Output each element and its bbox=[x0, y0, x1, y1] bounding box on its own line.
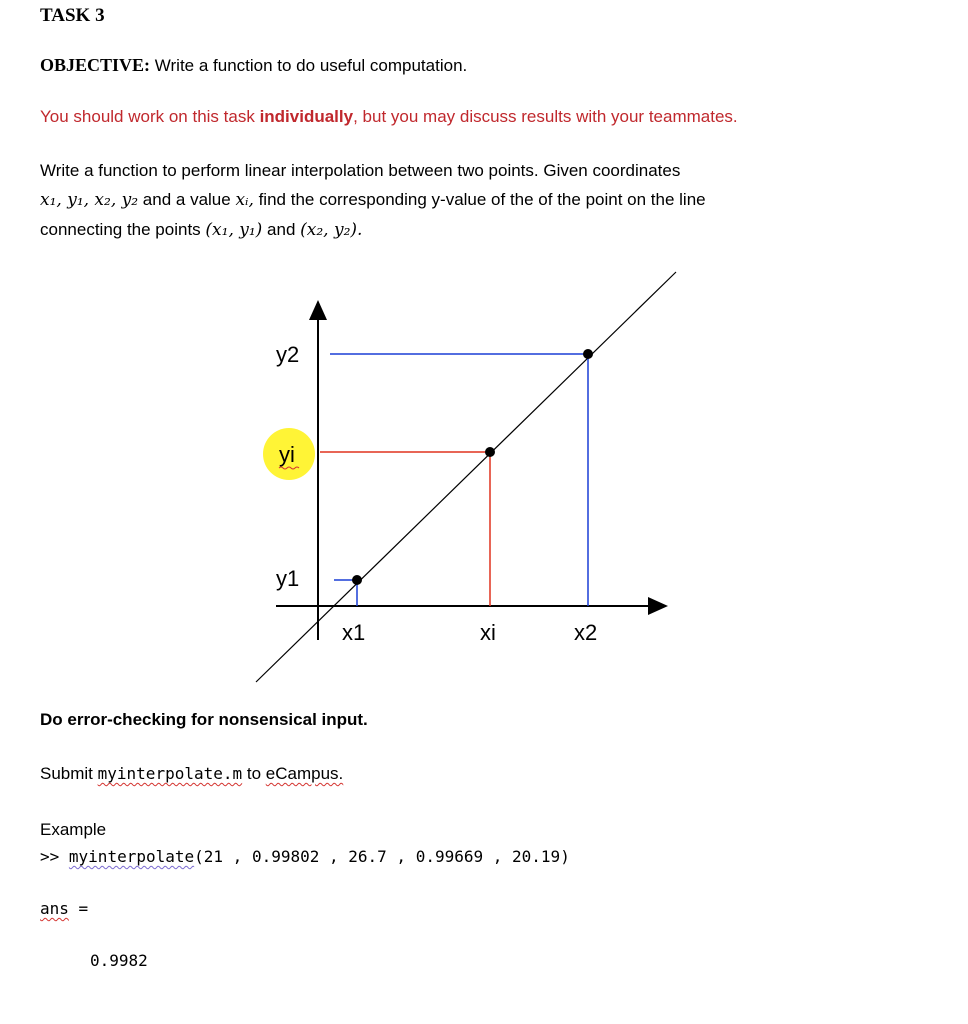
label-y1: y1 bbox=[276, 566, 300, 591]
submit-filename: myinterpolate.m bbox=[97, 764, 243, 783]
y-axis-arrow bbox=[309, 300, 327, 320]
submit-before: Submit bbox=[40, 764, 98, 783]
point1-math: (x₁, y₁) bbox=[205, 220, 263, 240]
objective-label: OBJECTIVE: bbox=[40, 55, 151, 75]
notice-bold: individually bbox=[259, 107, 354, 126]
desc-mid: and a value bbox=[138, 190, 236, 209]
submit-line bbox=[40, 764, 343, 784]
label-x2: x2 bbox=[574, 620, 598, 645]
error-check-note: Do error-checking for nonsensical input. bbox=[40, 710, 368, 729]
example-label: Example bbox=[40, 820, 107, 839]
example-function-name: myinterpolate bbox=[68, 847, 195, 866]
notice-before: You should work on this task bbox=[40, 107, 260, 126]
point-i bbox=[485, 447, 495, 457]
point2-math: (x₂, y₂). bbox=[300, 220, 363, 240]
ans-label: ans bbox=[40, 899, 69, 918]
desc-and: and bbox=[262, 220, 301, 239]
submit-target: eCampus. bbox=[265, 764, 344, 783]
example-result: 0.9982 bbox=[90, 951, 148, 970]
label-x1: x1 bbox=[342, 620, 366, 645]
example-command bbox=[40, 847, 570, 867]
description-line-1: Write a function to perform linear interpolation between two points. Given coordinates bbox=[40, 161, 681, 180]
desc-connect: connecting the points bbox=[40, 220, 206, 239]
label-y2: y2 bbox=[276, 342, 300, 367]
example-prompt: >> bbox=[40, 847, 69, 866]
label-xi: xi bbox=[480, 620, 496, 645]
xi-math: xᵢ, bbox=[235, 190, 254, 210]
example-ans bbox=[40, 899, 88, 919]
desc-rest: find the corresponding y-value of the of the point on the line bbox=[253, 190, 706, 209]
label-yi: yi bbox=[279, 442, 295, 467]
coords-math: x₁, y₁, x₂, y₂ bbox=[40, 190, 139, 210]
x-axis-arrow bbox=[648, 597, 668, 615]
objective-text: Write a function to do useful computation. bbox=[154, 56, 468, 75]
submit-middle: to bbox=[242, 764, 266, 783]
notice-after: , but you may discuss results with your teammates. bbox=[353, 107, 738, 126]
ans-equals: = bbox=[68, 899, 89, 918]
task-title: TASK 3 bbox=[40, 5, 105, 26]
example-args: (21 , 0.99802 , 26.7 , 0.99669 , 20.19) bbox=[194, 847, 570, 866]
point-1 bbox=[352, 575, 362, 585]
point-2 bbox=[583, 349, 593, 359]
